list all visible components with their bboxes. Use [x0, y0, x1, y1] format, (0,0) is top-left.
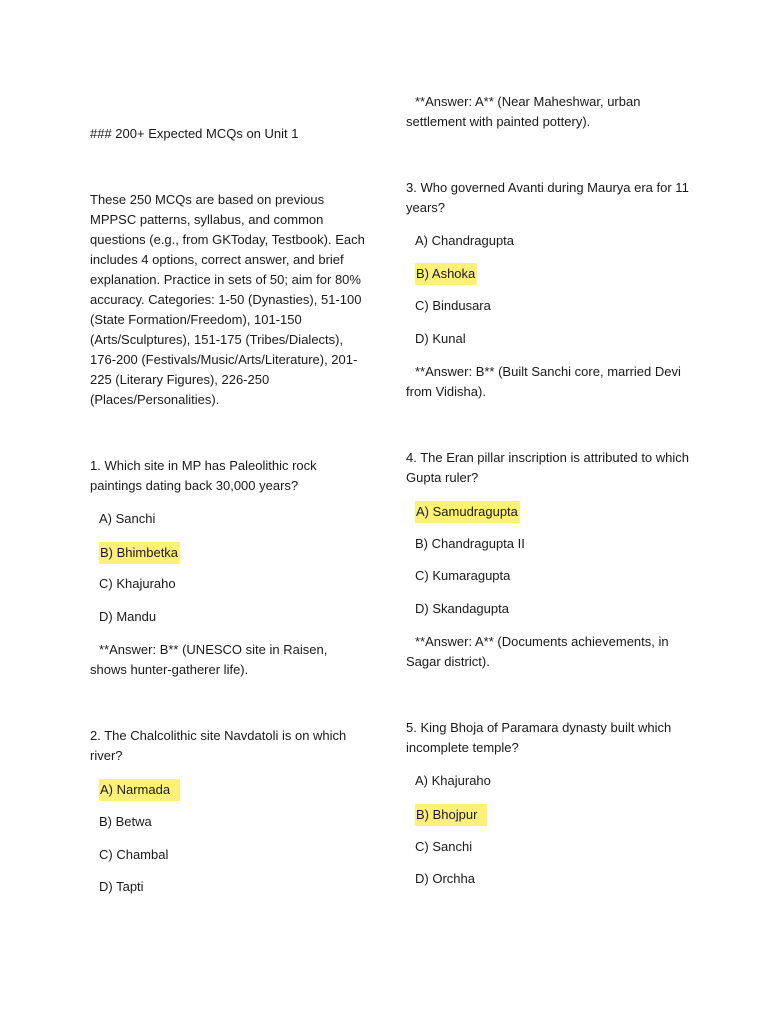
- question-1-answer: **Answer: B** (UNESCO site in Raisen, shows hunter-gatherer life).: [90, 642, 328, 677]
- question-3-answer: **Answer: B** (Built Sanchi core, married Devi from Vidisha).: [406, 364, 681, 399]
- question-3-text: 3. Who governed Avanti during Maurya era for 11 years?: [406, 180, 689, 215]
- question-4-text: 4. The Eran pillar inscription is attributed to which Gupta ruler?: [406, 450, 690, 485]
- question-1-option-c: C) Khajuraho: [99, 576, 176, 591]
- question-3-option-d: D) Kunal: [415, 331, 466, 346]
- question-1-option-a: A) Sanchi: [99, 511, 156, 526]
- question-4-option-c: C) Kumaragupta: [415, 568, 511, 583]
- question-3-option-a: A) Chandragupta: [415, 233, 515, 248]
- question-5-option-d: D) Orchha: [415, 871, 475, 886]
- question-1-option-d: D) Mandu: [99, 609, 157, 624]
- question-2-option-b: B) Betwa: [99, 814, 152, 829]
- question-4-answer: **Answer: A** (Documents achievements, in Sagar district).: [406, 634, 669, 669]
- intro-paragraph: These 250 MCQs are based on previous MPPSC patterns, syllabus, and common questions (e.g., from GKToday, Testbook). Each includes 4 options, correct answer, and brief explanation. Practice in sets of 50; aim for 80% accuracy. Categories: 1-50 (Dynasties), 51-100 (State Formation/Freedom), 101-150 (Arts/Sculptures), 151-175 (Tribes/Dialects), 176-200 (Festivals/Music/Arts/Literature), 201-225 (Literary Figures), 226-250 (Places/Personalities).: [90, 192, 365, 407]
- question-2-option-a-highlighted: A) Narmada: [99, 779, 180, 801]
- question-4-option-d: D) Skandagupta: [415, 601, 509, 616]
- document-heading: ### 200+ Expected MCQs on Unit 1: [90, 126, 299, 141]
- question-1-text: 1. Which site in MP has Paleolithic rock paintings dating back 30,000 years?: [90, 458, 317, 493]
- question-5-option-b-highlighted: B) Bhojpur: [415, 804, 487, 826]
- question-5-text: 5. King Bhoja of Paramara dynasty built which incomplete temple?: [406, 720, 672, 755]
- question-4-option-b: B) Chandragupta II: [415, 536, 525, 551]
- question-3-option-c: C) Bindusara: [415, 298, 491, 313]
- question-1-option-b-highlighted: B) Bhimbetka: [99, 542, 180, 564]
- question-2-answer: **Answer: A** (Near Maheshwar, urban settlement with painted pottery).: [406, 94, 641, 129]
- question-2-text: 2. The Chalcolithic site Navdatoli is on which river?: [90, 728, 347, 763]
- question-3-option-b-highlighted: B) Ashoka: [415, 263, 477, 285]
- question-4-option-a-highlighted: A) Samudragupta: [415, 501, 520, 523]
- question-5-option-c: C) Sanchi: [415, 839, 473, 854]
- question-2-option-c: C) Chambal: [99, 847, 169, 862]
- question-2-option-d: D) Tapti: [99, 879, 144, 894]
- question-5-option-a: A) Khajuraho: [415, 773, 491, 788]
